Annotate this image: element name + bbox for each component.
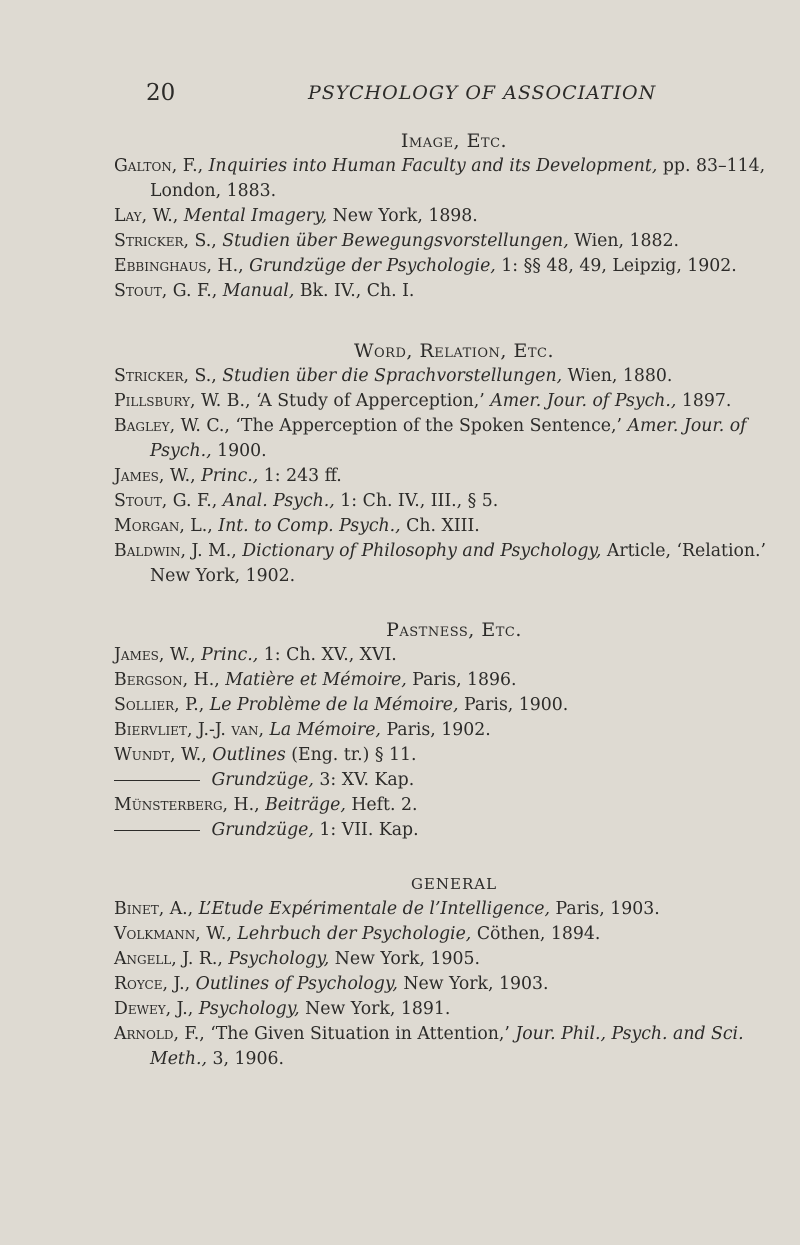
entry-author: Stout, G. F., (114, 281, 218, 301)
entry-article-title: ‘The Given Situation in Attention,’ (210, 1024, 510, 1044)
entry-details: 3: XV. Kap. (319, 770, 415, 790)
bibliography-entry (114, 897, 794, 922)
entry-author: Volkmann, W., (114, 924, 232, 944)
bibliography-entry (114, 204, 794, 229)
bibliography-entry (114, 768, 794, 793)
entry-details: Wien, 1880. (567, 366, 673, 386)
entry-author: Galton, F., (114, 156, 204, 176)
entry-details: 1900. (217, 441, 267, 461)
section-heading: Pastness, Etc. (386, 619, 522, 641)
entry-author: Sollier, P., (114, 695, 205, 715)
entry-work-title: Outlines of Psychology, (195, 974, 398, 994)
bibliography-entry (114, 972, 794, 997)
entry-details: Article, ‘Relation.’ New York, 1902. (150, 541, 767, 586)
entry-details: Cöthen, 1894. (476, 924, 601, 944)
entry-author: Dewey, J., (114, 999, 194, 1019)
entry-details: New York, 1891. (305, 999, 451, 1019)
entry-author: Wundt, W., (114, 745, 207, 765)
entry-work-title: Amer. Jour. of Psych., (490, 391, 677, 411)
bibliography-entry (114, 254, 794, 279)
entry-work-title: Amer. Jour. of Psych., (150, 416, 747, 461)
bibliography-entry (114, 414, 794, 464)
bibliography-entry (114, 922, 794, 947)
entry-work-title: Psychology, (228, 949, 330, 969)
entry-details: Paris, 1902. (386, 720, 491, 740)
entry-author: Pillsbury, W. B., (114, 391, 251, 411)
bibliography-entry (114, 947, 794, 972)
entry-work-title: Studien über die Sprachvorstellungen, (222, 366, 563, 386)
entry-work-title: Manual, (222, 281, 295, 301)
entry-author: Stout, G. F., (114, 491, 218, 511)
entry-author: Münsterberg, H., (114, 795, 260, 815)
bibliography-entry (114, 1022, 794, 1072)
entry-work-title: Jour. Phil., Psych. and Sci. Meth., (150, 1024, 744, 1069)
ditto-dash (114, 830, 200, 831)
bibliography-entry (114, 389, 794, 414)
entry-work-title: Grundzüge, (211, 820, 314, 840)
section-heading: Word, Relation, Etc. (353, 340, 555, 362)
entry-work-title: Studien über Bewegungsvorstellungen, (222, 231, 569, 251)
section-heading: GENERAL (410, 875, 498, 893)
page-header (0, 80, 800, 110)
entry-author: Binet, A., (114, 899, 194, 919)
entry-details: New York, 1898. (332, 206, 478, 226)
entry-details: 1: VII. Kap. (319, 820, 419, 840)
entry-work-title: Inquiries into Human Faculty and its Development, (208, 156, 658, 176)
entry-work-title: Beiträge, (265, 795, 346, 815)
bibliography-entry (114, 229, 794, 254)
bibliography-entry (114, 514, 794, 539)
entry-author: Angell, J. R., (114, 949, 223, 969)
entry-work-title: Psychology, (198, 999, 300, 1019)
entry-work-title: La Mémoire, (269, 720, 381, 740)
bibliography-entry (114, 539, 794, 589)
bibliography-entry (114, 793, 794, 818)
bibliography-entry (114, 818, 794, 843)
entry-work-title: Princ., (201, 466, 259, 486)
section-entries (114, 643, 794, 843)
entry-author: Lay, W., (114, 206, 179, 226)
entry-details: 1: Ch. XV., XVI. (263, 645, 397, 665)
entry-details: Heft. 2. (351, 795, 418, 815)
bibliography-entry (114, 668, 794, 693)
entry-details: Paris, 1903. (555, 899, 660, 919)
entry-details: pp. 83–114, London, 1883. (150, 156, 766, 201)
entry-author: Ebbinghaus, H., (114, 256, 244, 276)
entry-author: Royce, J., (114, 974, 191, 994)
entry-author: Biervliet, J.-J. van, (114, 720, 264, 740)
entry-details: 1897. (681, 391, 732, 411)
entry-details: 3, 1906. (212, 1049, 284, 1069)
entry-work-title: Grundzüge der Psychologie, (249, 256, 496, 276)
section-entries (114, 897, 794, 1072)
entry-author: Morgan, L., (114, 516, 213, 536)
section-entries (114, 154, 794, 304)
bibliography-entry (114, 489, 794, 514)
entry-work-title: Grundzüge, (211, 770, 314, 790)
entry-details: 1: 243 ff. (263, 466, 342, 486)
entry-details: Paris, 1896. (412, 670, 517, 690)
bibliography-entry (114, 997, 794, 1022)
entry-work-title: Outlines (212, 745, 286, 765)
entry-details: Paris, 1900. (464, 695, 569, 715)
entry-article-title: ‘The Apperception of the Spoken Sentence,’ (235, 416, 622, 436)
entry-article-title: ‘A Study of Apperception,’ (255, 391, 485, 411)
page-number: 20 (146, 80, 176, 106)
bibliography-entry (114, 743, 794, 768)
entry-details: Ch. XIII. (406, 516, 480, 536)
bibliography-entry (114, 364, 794, 389)
bibliography (114, 128, 794, 1072)
bibliography-entry (114, 643, 794, 668)
entry-author: Bergson, H., (114, 670, 220, 690)
entry-author: Arnold, F., (114, 1024, 205, 1044)
entry-work-title: Mental Imagery, (183, 206, 328, 226)
ditto-dash (114, 780, 200, 781)
entry-author: James, W., (114, 466, 196, 486)
entry-work-title: Int. to Comp. Psych., (218, 516, 401, 536)
entry-work-title: Dictionary of Philosophy and Psychology, (242, 541, 602, 561)
entry-details: 1: §§ 48, 49, Leipzig, 1902. (501, 256, 737, 276)
entry-details: (Eng. tr.) § 11. (291, 745, 417, 765)
bibliography-entry (114, 279, 794, 304)
entry-work-title: Lehrbuch der Psychologie, (237, 924, 472, 944)
entry-author: Stricker, S., (114, 231, 217, 251)
entry-work-title: Matière et Mémoire, (225, 670, 407, 690)
entry-author: Bagley, W. C., (114, 416, 230, 436)
bibliography-entry (114, 154, 794, 204)
entry-details: Bk. IV., Ch. I. (299, 281, 415, 301)
running-title: PSYCHOLOGY OF ASSOCIATION (308, 82, 657, 104)
entry-details: Wien, 1882. (574, 231, 679, 251)
section-heading: Image, Etc. (400, 130, 508, 152)
entry-work-title: Princ., (201, 645, 259, 665)
entry-work-title: L’Etude Expérimentale de l’Intelligence, (198, 899, 550, 919)
entry-author: Stricker, S., (114, 366, 217, 386)
bibliography-entry (114, 693, 794, 718)
entry-details: New York, 1903. (403, 974, 549, 994)
section-entries (114, 364, 794, 589)
entry-work-title: Anal. Psych., (222, 491, 335, 511)
entry-details: 1: Ch. IV., III., § 5. (340, 491, 499, 511)
bibliography-entry (114, 464, 794, 489)
entry-author: Baldwin, J. M., (114, 541, 237, 561)
entry-details: New York, 1905. (334, 949, 480, 969)
bibliography-entry (114, 718, 794, 743)
entry-work-title: Le Problème de la Mémoire, (209, 695, 459, 715)
entry-author: James, W., (114, 645, 196, 665)
